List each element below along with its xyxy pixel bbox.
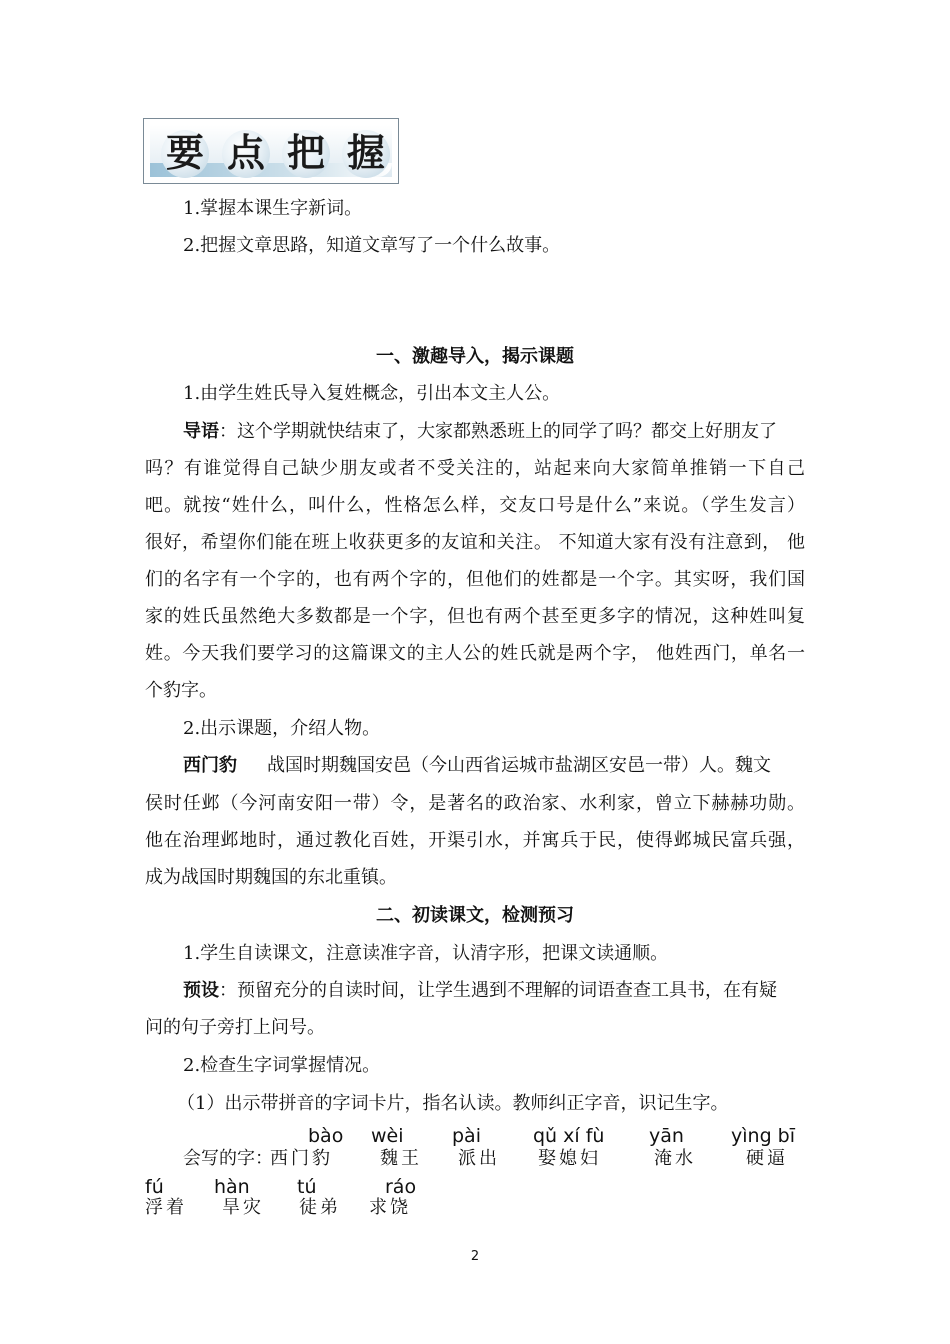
intro-paragraph-line: 吗？有谁觉得自己缺少朋友或者不受关注的，站起来向大家简单推销一下自己 [145,458,805,479]
intro-text: ：这个学期就快结束了，大家都熟悉班上的同学了吗？都交上好朋友了 [219,421,777,442]
intro-paragraph-line: 很好，希望你们能在班上收获更多的友谊和关注。 不知道大家有没有注意到， 他 [145,532,805,553]
page-number: 2 [470,1249,480,1264]
step-2-2: 2.检查生字词掌握情况。 [183,1055,381,1076]
objective-1: 1.掌握本课生字新词。 [183,198,363,219]
person-paragraph-line-1 [183,754,771,778]
vocab-word-quxifu: 娶媳妇 [538,1148,601,1169]
vocab-word-yingbi: 硬逼 [746,1148,788,1169]
badge-char: 点 [222,130,270,178]
intro-paragraph-line-1 [183,420,805,444]
intro-paragraph-line: 们的名字有一个字的，也有两个字的，但他们的姓都是一个字。其实呀，我们国 [145,569,805,590]
sub-step-1: （1）出示带拼音的字词卡片，指名认读。教师纠正字音，识记生字。 [177,1093,729,1114]
person-text: 战国时期魏国安邑（今山西省运城市盐湖区安邑一带）人。魏文 [267,755,771,776]
vocab-word-qiurao: 求饶 [369,1197,411,1218]
pinyin-han: hàn [214,1176,250,1198]
person-paragraph-line: 成为战国时期魏国的东北重镇。 [145,867,397,888]
section-badge [143,118,399,184]
intro-paragraph-line: 个豹字。 [145,680,217,701]
pinyin-yingbi: yìng bī [731,1125,796,1147]
preset-paragraph-line: 问的句子旁打上问号。 [145,1017,325,1038]
vocab-word-ximenbao: 西门豹 [270,1148,333,1169]
intro-paragraph-line: 家的姓氏虽然绝大多数都是一个字，但也有两个甚至更多字的情况，这种姓叫复 [145,606,805,627]
pinyin-fu: fú [145,1176,164,1198]
vocab-word-paichu: 派出 [458,1148,500,1169]
section-heading-1: 一、激趣导入，揭示课题 [376,346,574,367]
intro-label: 导语 [183,421,219,442]
preset-text: ：预留充分的自读时间，让学生遇到不理解的词语查查工具书，在有疑 [219,980,777,1001]
intro-paragraph-line: 吧。就按“姓什么，叫什么，性格怎么样，交友口号是什么”来说。（学生发言） [145,495,805,516]
pinyin-bao: bào [308,1125,344,1147]
person-label: 西门豹 [183,755,237,776]
badge-char: 握 [342,130,390,178]
vocab-word-weiwang: 魏王 [380,1148,422,1169]
section-heading-2: 二、初读课文，检测预习 [376,905,574,926]
vocab-label: 会写的字： [183,1148,273,1169]
pinyin-rao: ráo [385,1176,417,1198]
intro-paragraph-line: 姓。今天我们要学习的这篇课文的主人公的姓氏就是两个字， 他姓西门，单名一 [145,643,805,664]
badge-char: 把 [282,130,330,178]
pinyin-wei: wèi [371,1125,404,1147]
pinyin-tu: tú [297,1176,317,1198]
person-paragraph-line: 他在治理邺地时，通过教化百姓，开渠引水，并寓兵于民，使得邺城民富兵强， [145,830,805,851]
step-2-1: 1.学生自读课文，注意读准字音，认清字形，把课文读通顺。 [183,943,669,964]
pinyin-quxifu: qǔ xí fù [533,1125,605,1147]
objective-2: 2.把握文章思路，知道文章写了一个什么故事。 [183,235,561,256]
badge-char: 要 [161,130,209,178]
preset-label: 预设 [183,980,219,1001]
pinyin-yan: yān [649,1125,684,1147]
person-paragraph-line: 侯时任邺（今河南安阳一带）令，是著名的政治家、水利家，曾立下赫赫功勋。 [145,793,805,814]
vocab-word-tudi: 徒弟 [299,1197,341,1218]
vocab-word-hanzai: 旱灾 [222,1197,264,1218]
vocab-word-fuzhe: 浮着 [145,1197,187,1218]
step-1-1: 1.由学生姓氏导入复姓概念，引出本文主人公。 [183,383,561,404]
vocab-word-yanshui: 淹水 [654,1148,696,1169]
preset-paragraph-line-1 [183,979,805,1003]
step-1-2: 2.出示课题，介绍人物。 [183,718,381,739]
pinyin-pai: pài [452,1125,481,1147]
